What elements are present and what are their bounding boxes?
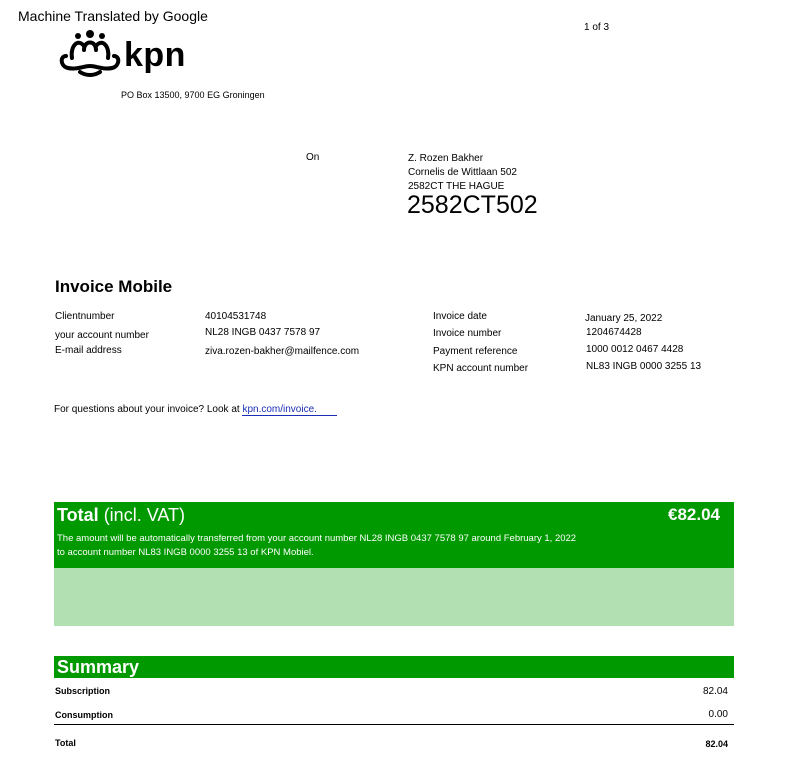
recipient-street: Cornelis de Wittlaan 502 [408,167,517,178]
summary-title: Summary [57,657,140,677]
summary-bar [54,656,734,678]
invoice-help-link[interactable]: kpn.com/invoice. [242,404,336,416]
total-detail-band [54,568,734,626]
invoice-date-value: January 25, 2022 [585,313,663,324]
subscription-value: 82.04 [702,686,728,697]
kpn-logo [58,26,198,82]
email-label: E-mail address [55,345,122,356]
brand-name: kpn [124,36,186,74]
crown-icon [58,26,122,82]
recipient-code: 2582CT502 [407,191,538,219]
consumption-label: Consumption [55,710,113,720]
total-title: Total [57,505,99,525]
invoice-date-label: Invoice date [433,311,487,322]
questions-line [54,404,337,415]
consumption-value: 0.00 [708,709,728,720]
email-value: ziva.rozen-bakher@mailfence.com [205,346,360,357]
total-note [57,532,576,560]
total-vat-suffix: (incl. VAT) [103,505,186,525]
invoice-number-label: Invoice number [433,328,502,339]
summary-divider [54,724,734,725]
recipient-block [408,152,517,194]
account-number-label: your account number [55,330,149,341]
invoice-title: Invoice Mobile [55,277,173,296]
client-number-value: 40104531748 [205,311,267,322]
recipient-name: Z. Rozen Bakher [408,153,484,164]
total-note-line2: to account number NL83 INGB 0000 3255 13 of KPN Mobiel. [57,547,314,558]
questions-text: For questions about your invoice? Look at [54,404,243,415]
subscription-label: Subscription [55,686,111,696]
sender-address: PO Box 13500, 9700 EG Groningen [121,90,265,100]
account-number-value: NL28 INGB 0437 7578 97 [205,327,321,338]
total-amount: €82.04 [668,505,720,524]
total-heading [57,505,185,526]
total-note-line1: The amount will be automatically transferred from your account number NL28 INGB 0437 7578 97 around February 1, 2022 [57,533,577,544]
kpn-account-label: KPN account number [433,363,529,374]
payment-reference-label: Payment reference [433,346,518,357]
kpn-account-value: NL83 INGB 0000 3255 13 [586,361,702,372]
recipient-city: 2582CT THE HAGUE [408,181,505,192]
summary-total-label: Total [55,738,76,748]
summary-total-value: 82.04 [705,739,728,749]
invoice-number-value: 1204674428 [586,327,642,338]
page-indicator: 1 of 3 [584,22,610,33]
total-box [54,502,734,568]
payment-reference-value: 1000 0012 0467 4428 [586,344,684,355]
client-number-label: Clientnumber [55,311,115,322]
on-label: On [306,152,320,163]
machine-translated-notice: Machine Translated by Google [18,8,208,24]
